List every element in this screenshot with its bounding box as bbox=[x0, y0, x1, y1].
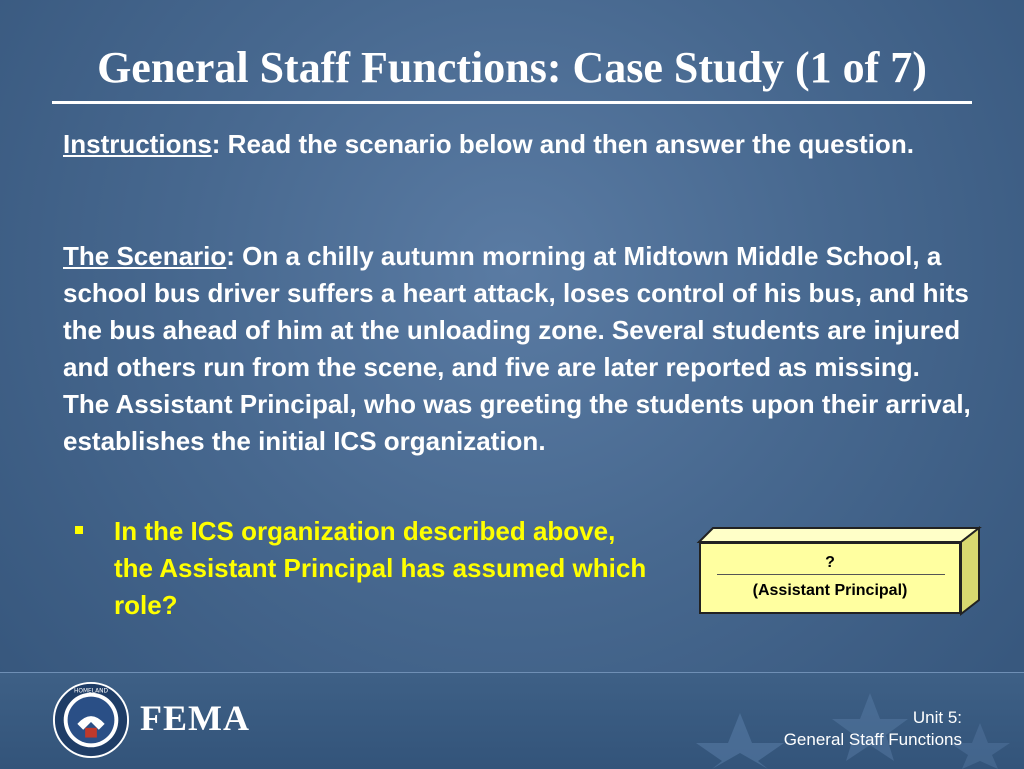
slide-title: General Staff Functions: Case Study (1 of 7) bbox=[97, 43, 927, 92]
role-box bbox=[699, 528, 979, 616]
role-box-role: (Assistant Principal) bbox=[752, 582, 908, 599]
bullet-square-icon bbox=[75, 526, 83, 534]
scenario-text: : On a chilly autumn morning at Midtown Middle School, a school bus driver suffers a heart attack, loses control of his bus, and hits the bus ahead of him at the unloading zone. Several students are injured and others run from the scene, and five are later reported as missing. The Assistant Principal, who was greeting the students upon their arrival, establishes the initial ICS organization. bbox=[63, 241, 971, 456]
role-box-front bbox=[699, 542, 961, 614]
svg-text:HOMELAND: HOMELAND bbox=[74, 688, 108, 695]
instructions-label: Instructions bbox=[63, 129, 212, 159]
unit-title: General Staff Functions bbox=[783, 730, 962, 749]
footer bbox=[0, 672, 1024, 769]
role-box-question: ? bbox=[825, 554, 835, 571]
title-underline bbox=[52, 101, 972, 104]
instructions-paragraph bbox=[63, 126, 973, 163]
box-3d-edge-icon bbox=[699, 528, 979, 542]
dhs-seal-icon bbox=[52, 681, 130, 759]
fema-logo: FEMA bbox=[140, 698, 250, 738]
unit-label bbox=[784, 707, 962, 751]
role-box-divider bbox=[717, 574, 945, 575]
unit-number: Unit 5: bbox=[912, 708, 962, 727]
scenario-label: The Scenario bbox=[63, 241, 227, 271]
instructions-text: : Read the scenario below and then answer the question. bbox=[211, 129, 914, 159]
question-text: In the ICS organization described above, the Assistant Principal has assumed which role? bbox=[114, 516, 647, 620]
scenario-paragraph bbox=[63, 238, 973, 460]
